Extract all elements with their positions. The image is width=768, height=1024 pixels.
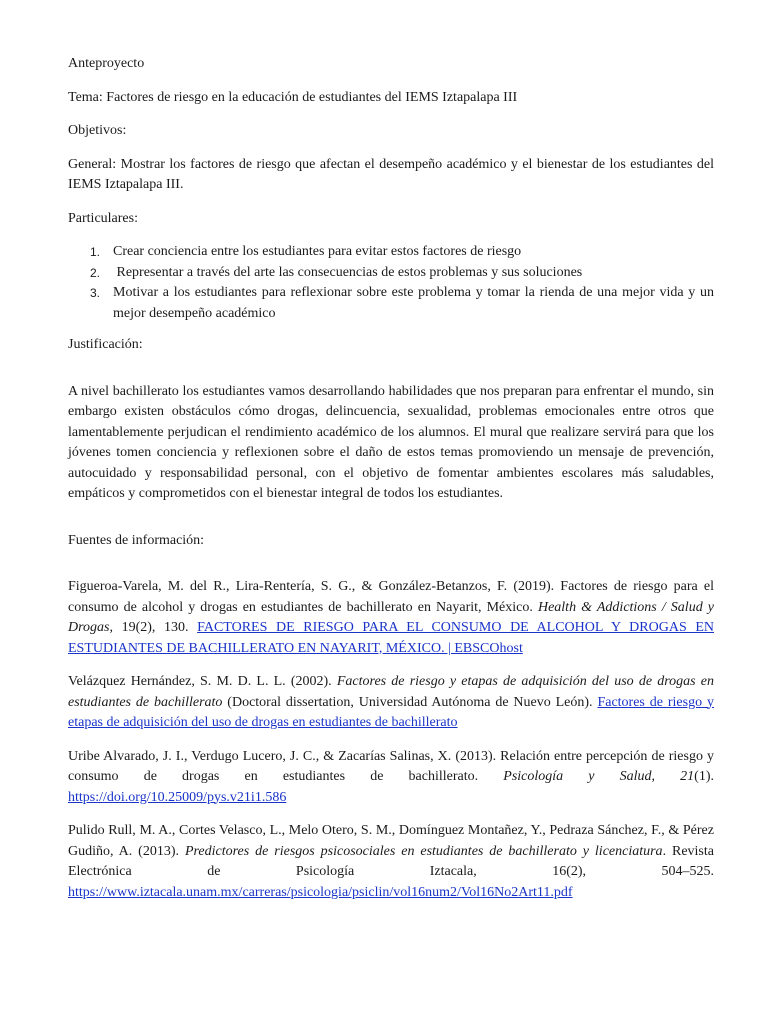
reference-text: ,	[651, 769, 681, 784]
particulares-list	[68, 242, 714, 324]
reference-link[interactable]: https://doi.org/10.25009/pys.v21i1.586	[68, 789, 287, 805]
list-item-number: 2.	[90, 265, 101, 280]
spacer	[68, 518, 714, 531]
reference-link[interactable]: FACTORES DE RIESGO PARA EL CONSUMO DE ALCOHOL Y DROGAS EN ESTUDIANTES DE BACHILLERATO EN NAYARIT, MÉXICO. | EBSCOhost	[68, 620, 714, 656]
justificacion-heading: Justificación:	[68, 337, 143, 352]
objetivos-heading: Objetivos:	[68, 123, 127, 138]
reference-4	[68, 821, 714, 903]
spacer	[68, 369, 714, 382]
reference-link[interactable]: https://www.iztacala.unam.mx/carreras/psicologia/psiclin/vol16num2/Vol16No2Art11.pdf	[68, 884, 573, 900]
reference-text: , 19(2), 130.	[109, 620, 198, 635]
objetivo-general: General: Mostrar los factores de riesgo que afectan el desempeño académico y el bienestar de los estudiantes del IEMS Iztapalapa III.	[68, 156, 714, 192]
reference-text: Figueroa-Varela, M. del R., Lira-Rentería, S. G., & González-Betanzos, F. (2019). Factores de riesgo para el consumo de alcohol y drogas en estudiantes de bachillerato en Nayarit, México.	[68, 579, 714, 615]
fuentes-heading: Fuentes de información:	[68, 532, 205, 548]
list-item	[68, 242, 714, 263]
reference-2	[68, 672, 714, 734]
reference-text: . Revista Electrónica de Psicología Iztacala, 16(2), 504–525.	[68, 843, 714, 879]
reference-text: (1).	[694, 769, 714, 784]
list-item-number: 3.	[90, 286, 101, 300]
reference-volume: 21	[680, 769, 695, 784]
justificacion-body: A nivel bachillerato los estudiantes vamos desarrollando habilidades que nos preparan para enfrentar el mundo, sin embargo existen obstáculos cómo drogas, delincuencia, sexualidad, problemas emocionales entre otros que lamentablemente perjudican el rendimiento académico de los alumnos. El mural que realizare servirá para que los jóvenes tomen conciencia y reflexionen sobre el daño de estos temas promoviendo un mensaje de prevención, autocuidado y responsabilidad personal, con el objetivo de fomentar ambientes escolares más saludables, empáticos y comprometidos con el bienestar integral de todos los estudiantes.	[68, 383, 714, 501]
reference-journal: Psicología y Salud	[503, 769, 652, 784]
list-item-number: 1.	[90, 245, 101, 259]
reference-3	[68, 747, 714, 809]
reference-text: Uribe Alvarado, J. I., Verdugo Lucero, J. C., & Zacarías Salinas, X. (2013). Relación entre percepción de riesgo y consumo de drogas en estudiantes de bachillerato.	[68, 748, 714, 784]
reference-1	[68, 577, 714, 659]
list-item-text: Motivar a los estudiantes para reflexionar sobre este problema y tomar la rienda de una mejor vida y un mejor desempeño académico	[113, 285, 714, 321]
reference-text: Velázquez Hernández, S. M. D. L. L. (2002).	[68, 674, 337, 689]
reference-text: Pulido Rull, M. A., Cortes Velasco, L., Melo Otero, S. M., Domínguez Montañez, Y., Pedraza Sánchez, F., & Pérez Gudiño, A. (2013).	[68, 823, 714, 859]
list-item-text: Crear conciencia entre los estudiantes para evitar estos factores de riesgo	[113, 244, 522, 259]
reference-link[interactable]: Factores de riesgo y etapas de adquisición del uso de drogas en estudiantes de bachillerato	[68, 694, 714, 730]
reference-title: Predictores de riesgos psicosociales en estudiantes de bachillerato y licenciatura	[184, 843, 663, 859]
spacer	[68, 564, 714, 577]
list-item-text: Representar a través del arte las consecuencias de estos problemas y sus soluciones	[113, 264, 583, 280]
document-title: Anteproyecto	[68, 56, 145, 71]
reference-title: Factores de riesgo y etapas de adquisición del uso de drogas en estudiantes de bachillerato	[68, 674, 714, 710]
list-item	[68, 263, 714, 284]
particulares-heading: Particulares:	[68, 210, 138, 226]
reference-text: (Doctoral dissertation, Universidad Autónoma de Nuevo León).	[222, 694, 598, 710]
reference-journal: Health & Addictions / Salud y Drogas	[68, 599, 714, 635]
list-item	[68, 283, 714, 324]
tema-line: Tema: Factores de riesgo en la educación de estudiantes del IEMS Iztapalapa III	[68, 89, 518, 105]
